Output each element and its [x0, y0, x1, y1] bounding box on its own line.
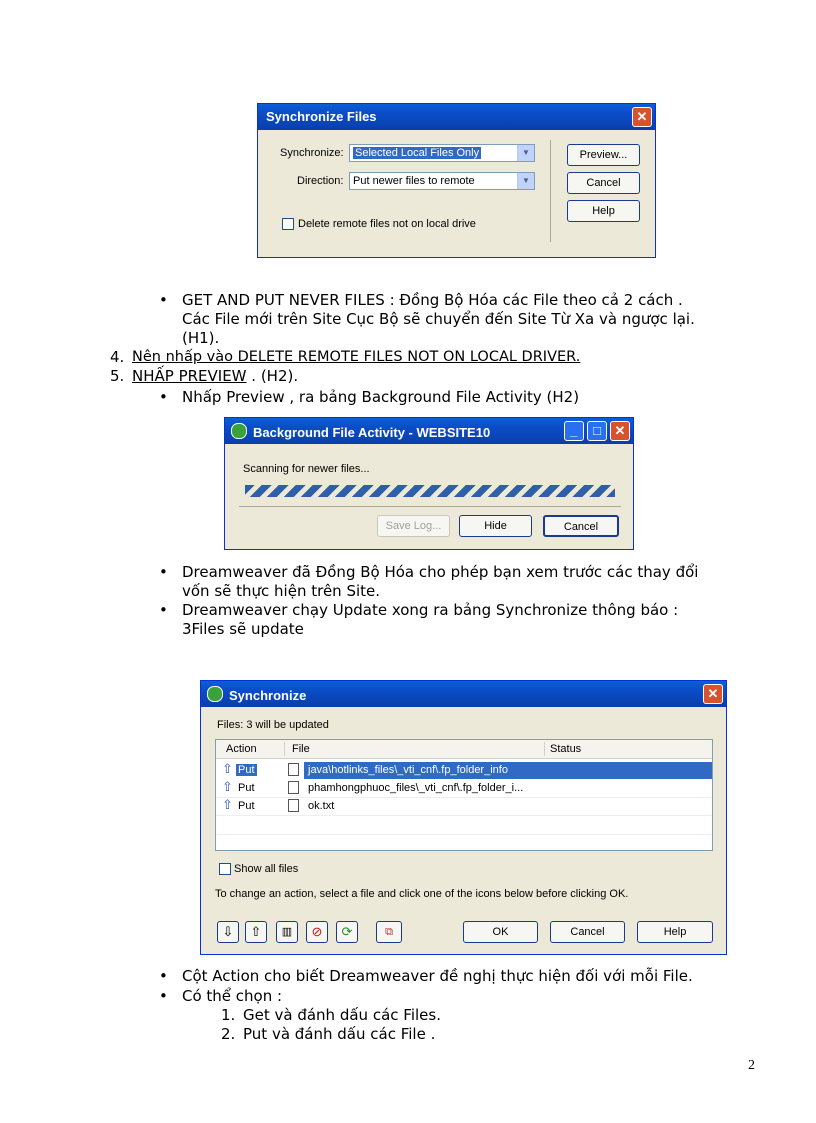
- sub-item2-number: 2.: [221, 1025, 236, 1043]
- bullet-preview: Nhấp Preview , ra bảng Background File Activity (H2): [182, 388, 580, 406]
- bullet-action-column: Cột Action cho biết Dreamweaver đề nghị thực hiện đối với mỗi File.: [182, 967, 693, 985]
- put-arrow-icon: ⇧: [222, 762, 233, 777]
- get-icon[interactable]: ⇩: [217, 921, 239, 943]
- bullet-get-put-line2: Các File mới trên Site Cục Bộ sẽ chuyển đến Site Từ Xa và ngược lại.: [182, 310, 695, 328]
- item5-line: [132, 367, 298, 385]
- close-icon[interactable]: ✕: [610, 421, 630, 441]
- bullet-preview-changes-line1: Dreamweaver đã Đồng Bộ Hóa cho phép bạn xem trước các thay đổi: [182, 563, 699, 581]
- direction-label: Direction:: [297, 175, 344, 187]
- table-row[interactable]: [216, 762, 712, 779]
- dialog-title: Synchronize Files: [266, 109, 377, 124]
- list-header: [216, 740, 712, 759]
- synchronize-select[interactable]: [349, 144, 535, 162]
- direction-select[interactable]: [349, 172, 535, 190]
- put-arrow-icon: ⇧: [222, 780, 233, 795]
- row-file: ok.txt: [308, 800, 335, 812]
- sub-item2-text: Put và đánh dấu các File .: [243, 1025, 436, 1043]
- item4-number: 4.: [110, 348, 125, 366]
- item5-tail: . (H2).: [246, 367, 299, 385]
- row-file: java\hotlinks_files\_vti_cnf\.fp_folder_info: [308, 764, 508, 776]
- put-icon[interactable]: ⇧: [245, 921, 267, 943]
- delete-remote-checkbox[interactable]: [282, 218, 294, 230]
- file-icon: [288, 781, 299, 794]
- files-summary: Files: 3 will be updated: [217, 719, 329, 731]
- close-icon[interactable]: ✕: [632, 107, 652, 127]
- scanning-status: Scanning for newer files...: [243, 463, 370, 475]
- ignore-icon[interactable]: ⊘: [306, 921, 328, 943]
- preview-button[interactable]: Preview...: [567, 144, 640, 166]
- help-button[interactable]: Help: [637, 921, 713, 943]
- direction-value: Put newer files to remote: [353, 175, 475, 187]
- dreamweaver-icon: [207, 686, 223, 702]
- file-list[interactable]: [215, 739, 713, 851]
- background-file-activity-dialog: [224, 417, 634, 550]
- show-all-files-checkbox[interactable]: [219, 863, 231, 875]
- title-bar: [258, 104, 655, 130]
- row-action: Put: [238, 800, 255, 812]
- row-action: Put: [238, 764, 255, 776]
- delete-icon[interactable]: ▥: [276, 921, 298, 943]
- synchronize-dialog: [200, 680, 727, 955]
- row-action: Put: [238, 782, 255, 794]
- divider: [550, 140, 551, 242]
- synchronized-icon[interactable]: ⟳: [336, 921, 358, 943]
- file-icon: [288, 763, 299, 776]
- cancel-button[interactable]: Cancel: [567, 172, 640, 194]
- bullet-marker: •: [159, 388, 168, 406]
- bullet-get-put-line1: GET AND PUT NEVER FILES : Đồng Bộ Hóa các File theo cả 2 cách .: [182, 291, 683, 309]
- item5-number: 5.: [110, 367, 125, 385]
- file-icon: [288, 799, 299, 812]
- bullet-get-put-line3: (H1).: [182, 329, 220, 347]
- bullet-preview-changes-line2: vốn sẽ thực hiện trên Site.: [182, 582, 381, 600]
- bullet-update-line1: Dreamweaver chạy Update xong ra bảng Synchronize thông báo :: [182, 601, 679, 619]
- dreamweaver-icon: [231, 423, 247, 439]
- compare-icon[interactable]: ⧉: [376, 921, 402, 943]
- instruction-text: To change an action, select a file and click one of the icons below before clicking OK.: [215, 888, 629, 900]
- minimize-icon[interactable]: _: [564, 421, 584, 441]
- page-number: 2: [748, 1058, 755, 1073]
- synchronize-value: Selected Local Files Only: [355, 147, 480, 159]
- title-bar: [225, 418, 633, 444]
- item4-text: Nên nhấp vào DELETE REMOTE FILES NOT ON LOCAL DRIVER.: [132, 349, 581, 365]
- help-button[interactable]: Help: [567, 200, 640, 222]
- bullet-marker: •: [159, 563, 168, 581]
- column-header-status[interactable]: Status: [550, 743, 582, 755]
- dialog-title: Synchronize: [207, 686, 306, 703]
- cancel-button[interactable]: Cancel: [543, 515, 619, 537]
- bullet-options: Có thể chọn :: [182, 987, 283, 1005]
- column-header-action[interactable]: Action: [226, 743, 257, 755]
- hide-button[interactable]: Hide: [459, 515, 532, 537]
- column-header-file[interactable]: File: [292, 743, 310, 755]
- progress-stripes: [245, 485, 615, 497]
- synchronize-files-dialog: [257, 103, 656, 258]
- maximize-icon[interactable]: □: [587, 421, 607, 441]
- put-arrow-icon: ⇧: [222, 798, 233, 813]
- ok-button[interactable]: OK: [463, 921, 538, 943]
- bullet-update-line2: 3Files sẽ update: [182, 620, 304, 638]
- bullet-marker: •: [159, 987, 168, 1005]
- chevron-down-icon[interactable]: ▼: [517, 173, 534, 189]
- show-all-files-label: Show all files: [234, 863, 299, 875]
- table-row[interactable]: [216, 798, 712, 816]
- bullet-marker: •: [159, 291, 168, 309]
- synchronize-label: Synchronize:: [280, 147, 344, 159]
- title-bar: [201, 681, 726, 707]
- sub-item1-number: 1.: [221, 1006, 236, 1024]
- close-icon[interactable]: ✕: [703, 684, 723, 704]
- delete-remote-label: Delete remote files not on local drive: [298, 218, 476, 230]
- save-log-button[interactable]: Save Log...: [377, 515, 450, 537]
- bullet-marker: •: [159, 967, 168, 985]
- cancel-button[interactable]: Cancel: [550, 921, 625, 943]
- item5-main: NHẤP PREVIEW: [132, 367, 247, 385]
- row-file: phamhongphuoc_files\_vti_cnf\.fp_folder_i...: [308, 782, 524, 794]
- divider: [239, 506, 621, 507]
- chevron-down-icon[interactable]: ▼: [517, 145, 534, 161]
- sub-item1-text: Get và đánh dấu các Files.: [243, 1006, 441, 1024]
- dialog-title: Background File Activity - WEBSITE10: [231, 423, 490, 440]
- table-row[interactable]: [216, 780, 712, 798]
- bullet-marker: •: [159, 601, 168, 619]
